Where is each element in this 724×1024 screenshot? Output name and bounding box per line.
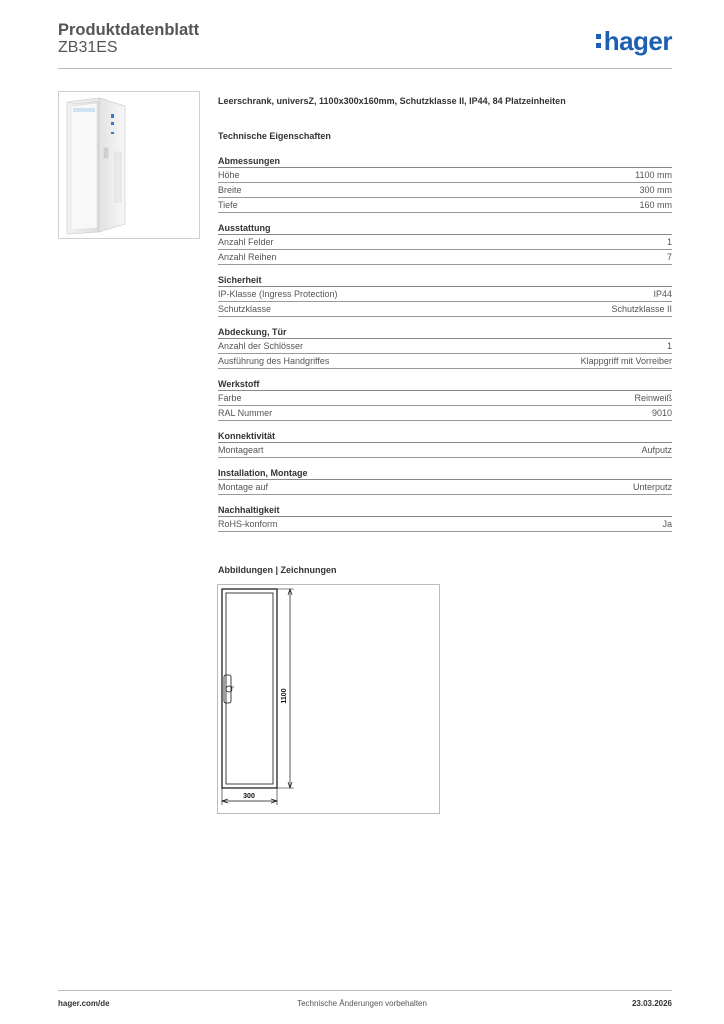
logo-text: hager <box>603 26 672 56</box>
spec-label: Montageart <box>218 445 264 455</box>
product-image <box>58 91 200 239</box>
spec-label: Anzahl Felder <box>218 237 274 247</box>
logo-dots-icon <box>596 30 603 50</box>
spec-section-title: Abdeckung, Tür <box>218 326 672 339</box>
spec-section <box>218 274 672 317</box>
footer-divider <box>58 990 672 991</box>
drawings-title: Abbildungen | Zeichnungen <box>218 565 337 575</box>
spec-row <box>218 517 672 532</box>
spec-row <box>218 183 672 198</box>
header-divider <box>58 68 672 69</box>
spec-row <box>218 391 672 406</box>
spec-label: RoHS-konform <box>218 519 278 529</box>
spec-label: Höhe <box>218 170 240 180</box>
spec-section-title: Nachhaltigkeit <box>218 504 672 517</box>
spec-row <box>218 354 672 369</box>
spec-value: 160 mm <box>639 200 672 210</box>
spec-label: Ausführung des Handgriffes <box>218 356 330 366</box>
spec-row <box>218 406 672 421</box>
cabinet-illustration-icon <box>59 92 199 238</box>
hager-logo[interactable] <box>596 26 672 57</box>
spec-value: 7 <box>666 252 672 262</box>
spec-section <box>218 155 672 213</box>
spec-section <box>218 222 672 265</box>
spec-label: Schutzklasse <box>218 304 272 314</box>
spec-section-title: Konnektivität <box>218 430 672 443</box>
spec-value: 1 <box>666 237 672 247</box>
spec-row <box>218 339 672 354</box>
spec-value: 300 mm <box>639 185 672 195</box>
spec-value: Ja <box>662 519 672 529</box>
spec-section <box>218 430 672 458</box>
spec-section <box>218 467 672 495</box>
footer-website-link[interactable]: hager.com/de <box>58 999 110 1008</box>
spec-section-title: Ausstattung <box>218 222 672 235</box>
spec-label: Montage auf <box>218 482 269 492</box>
spec-row <box>218 198 672 213</box>
spec-row <box>218 302 672 317</box>
spec-row <box>218 287 672 302</box>
product-description: Leerschrank, universZ, 1100x300x160mm, Schutzklasse II, IP44, 84 Platzeinheiten <box>218 96 566 106</box>
spec-row <box>218 235 672 250</box>
spec-value: Aufputz <box>641 445 672 455</box>
spec-row <box>218 250 672 265</box>
technical-properties-title: Technische Eigenschaften <box>218 131 331 141</box>
height-dimension-label: 1100 <box>281 688 288 704</box>
spec-value: Schutzklasse II <box>611 304 672 314</box>
spec-row <box>218 443 672 458</box>
spec-value: Reinweiß <box>634 393 672 403</box>
footer-date: 23.03.2026 <box>631 999 672 1008</box>
spec-label: Breite <box>218 185 242 195</box>
spec-label: Anzahl Reihen <box>218 252 277 262</box>
technical-drawing <box>217 584 440 814</box>
spec-value: IP44 <box>653 289 672 299</box>
spec-row <box>218 168 672 183</box>
spec-label: Tiefe <box>218 200 238 210</box>
spec-value: 1 <box>666 341 672 351</box>
spec-value: 1100 mm <box>635 170 672 180</box>
spec-section <box>218 504 672 532</box>
spec-label: Farbe <box>218 393 242 403</box>
spec-label: Anzahl der Schlösser <box>218 341 304 351</box>
page-title: Produktdatenblatt <box>58 21 200 39</box>
product-code: ZB31ES <box>58 39 118 56</box>
spec-value: 9010 <box>651 408 672 418</box>
spec-label: IP-Klasse (Ingress Protection) <box>218 289 338 299</box>
spec-label: RAL Nummer <box>218 408 273 418</box>
spec-list <box>218 155 672 541</box>
footer-disclaimer: Technische Änderungen vorbehalten <box>297 999 427 1008</box>
spec-section <box>218 326 672 369</box>
spec-section <box>218 378 672 421</box>
cabinet-drawing-icon <box>218 585 439 813</box>
spec-section-title: Installation, Montage <box>218 467 672 480</box>
spec-row <box>218 480 672 495</box>
spec-section-title: Abmessungen <box>218 155 672 168</box>
spec-value: Unterputz <box>632 482 672 492</box>
spec-value: Klappgriff mit Vorreiber <box>580 356 672 366</box>
spec-section-title: Sicherheit <box>218 274 672 287</box>
width-dimension-label: 300 <box>243 793 255 800</box>
spec-section-title: Werkstoff <box>218 378 672 391</box>
